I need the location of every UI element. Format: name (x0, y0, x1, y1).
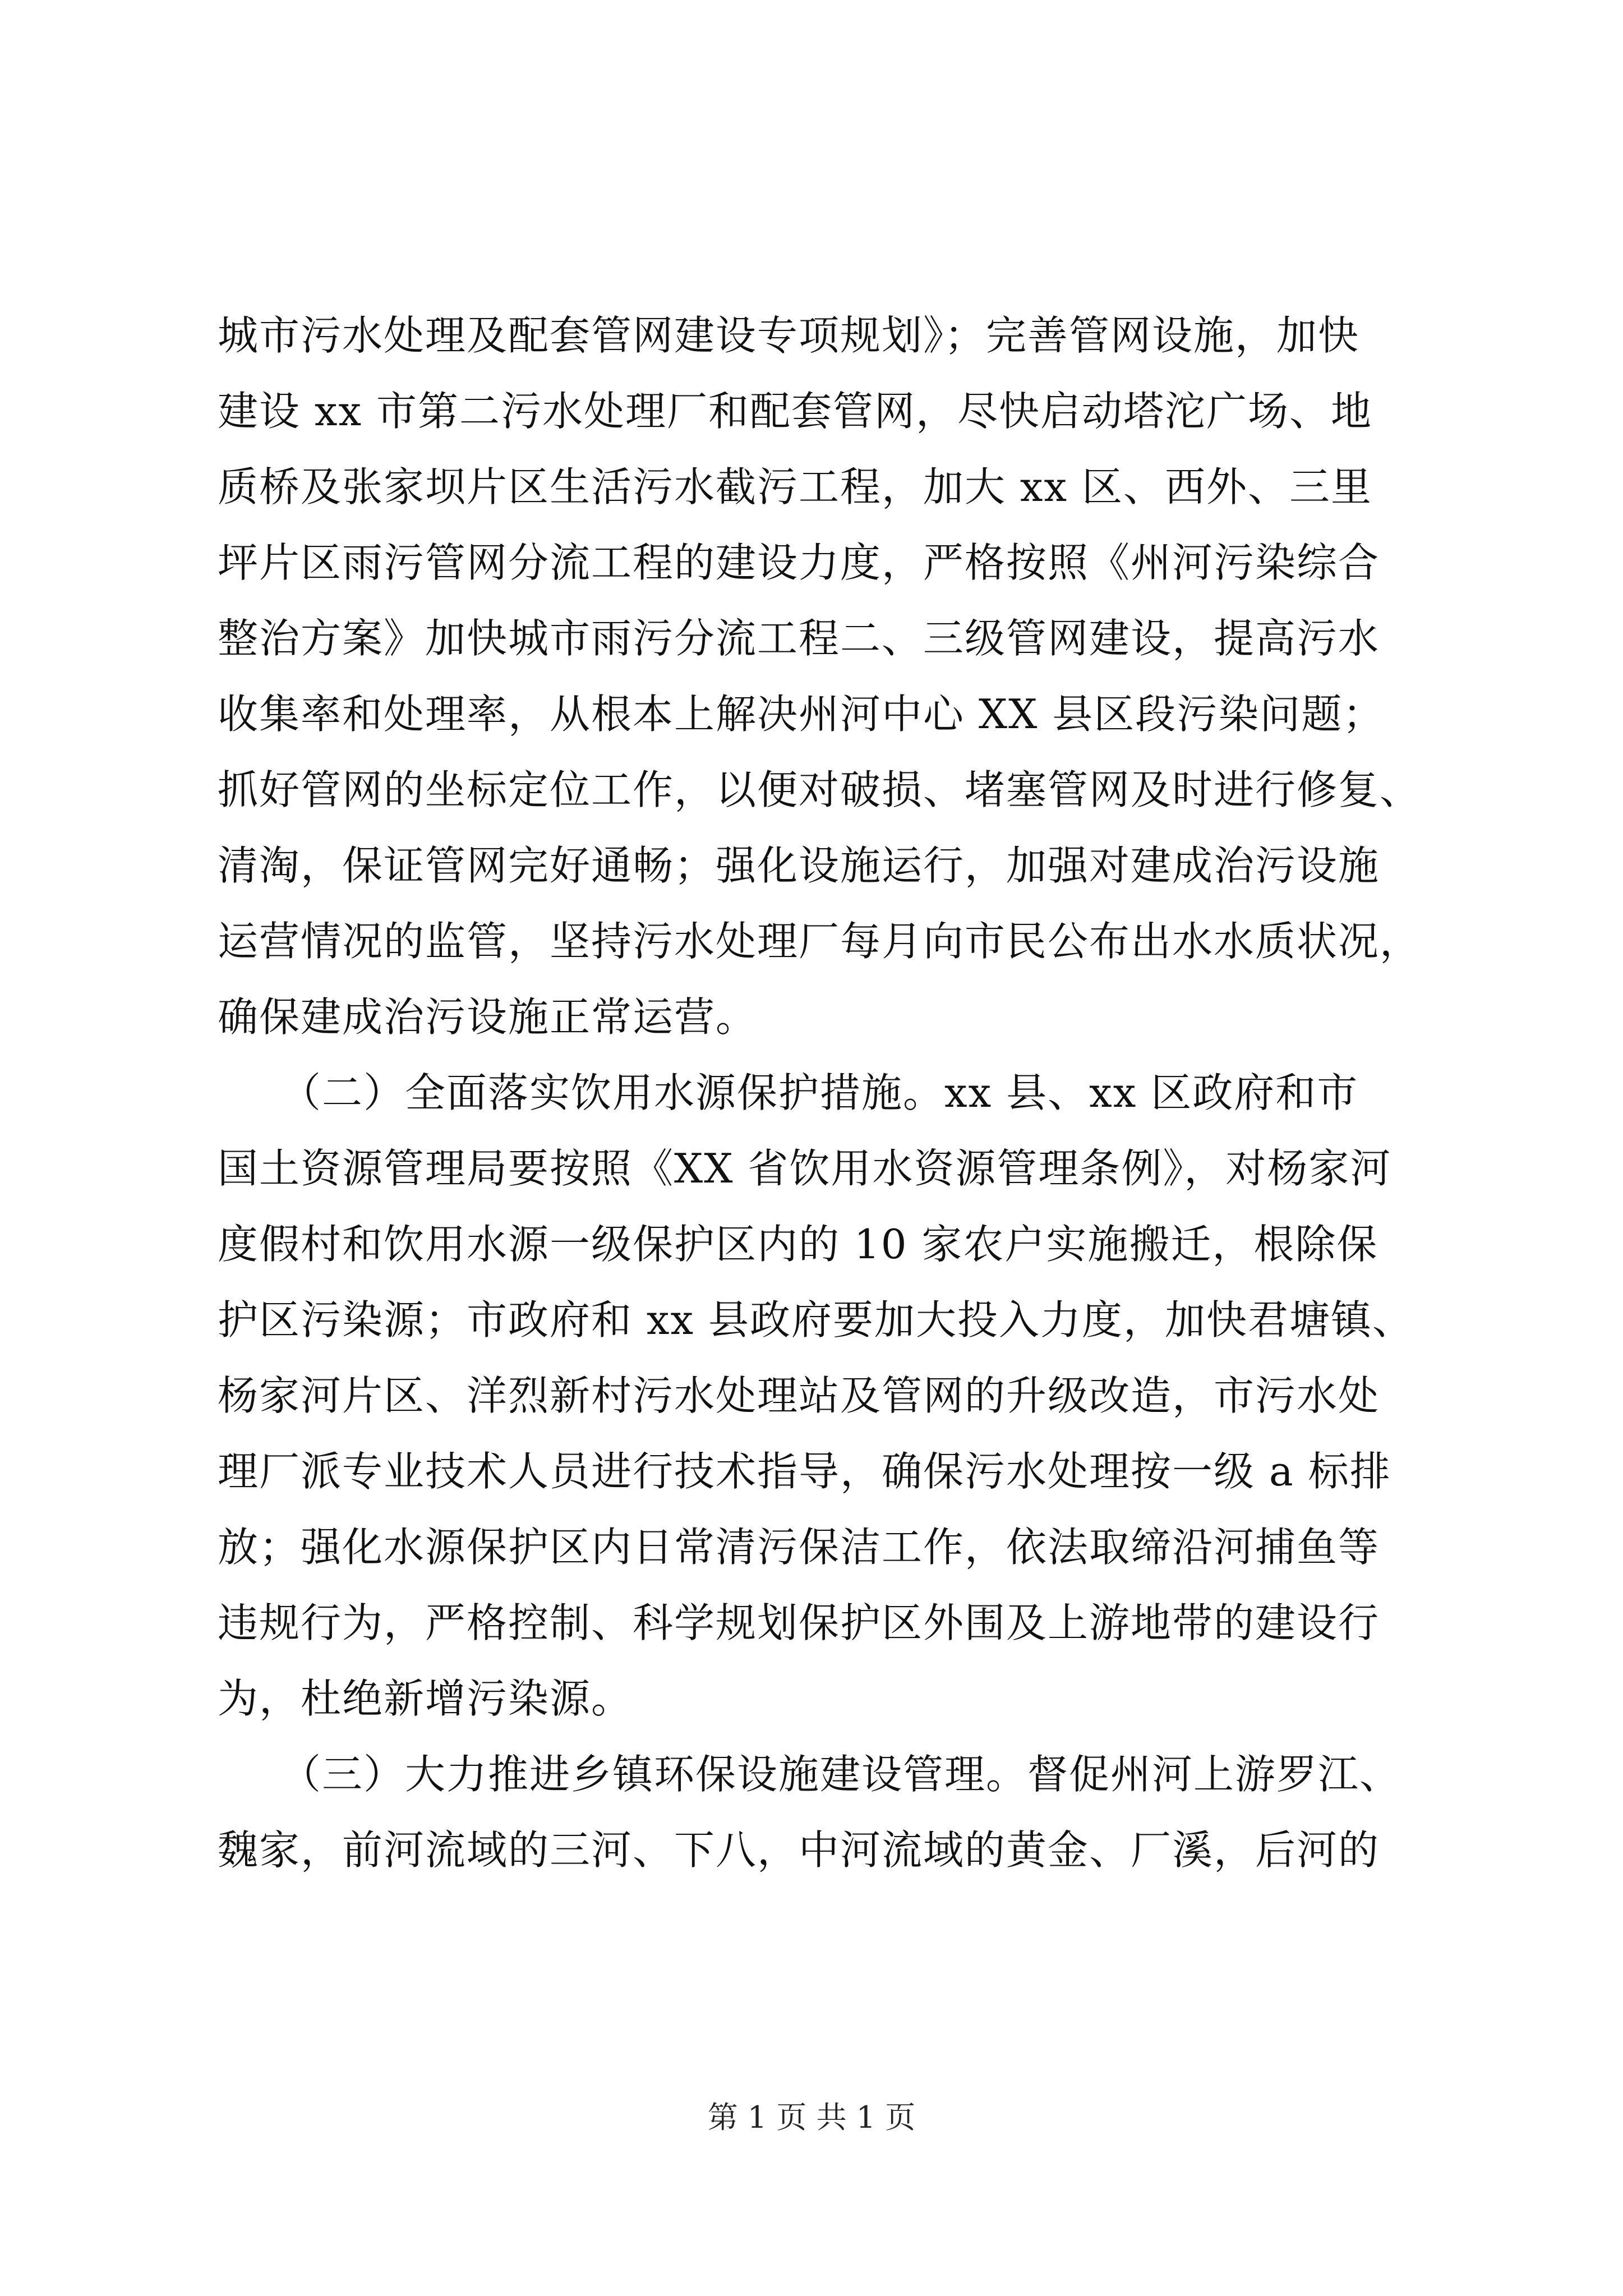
body-text-line: 质桥及张家坝片区生活污水截污工程，加大 xx 区、西外、三里 (218, 463, 1372, 510)
body-text-line: 为，杜绝新增污染源。 (218, 1675, 633, 1722)
body-text-line: 理厂派专业技术人员进行技术指导，确保污水处理按一级 a 标排 (218, 1448, 1391, 1495)
body-text-line: 魏家，前河流域的三河、下八，中河流域的黄金、厂溪，后河的 (218, 1826, 1380, 1874)
body-text-line: 放；强化水源保护区内日常清污保洁工作，依法取缔沿河捕鱼等 (218, 1524, 1380, 1571)
body-text-line: 清淘，保证管网完好通畅；强化设施运行，加强对建成治污设施 (218, 842, 1380, 889)
body-text-line: 度假村和饮用水源一级保护区内的 10 家农户实施搬迁，根除保 (218, 1221, 1378, 1268)
body-text-line: 收集率和处理率，从根本上解决州河中心 XX 县区段污染问题； (218, 691, 1385, 738)
body-text-line: 抓好管网的坐标定位工作，以便对破损、堵塞管网及时进行修复、 (218, 766, 1422, 813)
body-text-line: 杨家河片区、洋烈新村污水处理站及管网的升级改造，市污水处 (218, 1372, 1380, 1419)
body-text-line: 城市污水处理及配套管网建设专项规划》；完善管网设施，加快 (218, 312, 1360, 359)
body-text-line: 确保建成治污设施正常运营。 (218, 993, 758, 1041)
body-text-line: 国土资源管理局要按照《XX 省饮用水资源管理条例》，对杨家河 (218, 1145, 1392, 1192)
body-text-line: 违规行为，严格控制、科学规划保护区外围及上游地带的建设行 (218, 1599, 1380, 1646)
body-text-line: 护区污染源；市政府和 xx 县政府要加大投入力度，加快君塘镇、 (218, 1296, 1414, 1343)
page-footer: 第 1 页 共 1 页 (707, 2100, 916, 2135)
body-text-line: 坪片区雨污管网分流工程的建设力度，严格按照《州河污染综合 (218, 539, 1380, 586)
body-text-line: 整治方案》加快城市雨污分流工程二、三级管网建设，提高污水 (218, 615, 1380, 662)
body-text-line: 建设 xx 市第二污水处理厂和配套管网，尽快启动塔沱广场、地 (218, 388, 1372, 435)
section-heading-line: （二）全面落实饮用水源保护措施。xx 县、xx 区政府和市 (218, 1069, 1359, 1116)
section-heading-line: （三）大力推进乡镇环保设施建设管理。督促州河上游罗江、 (218, 1751, 1401, 1798)
body-text-line: 运营情况的监管，坚持污水处理厂每月向市民公布出水水质状况， (218, 918, 1422, 965)
